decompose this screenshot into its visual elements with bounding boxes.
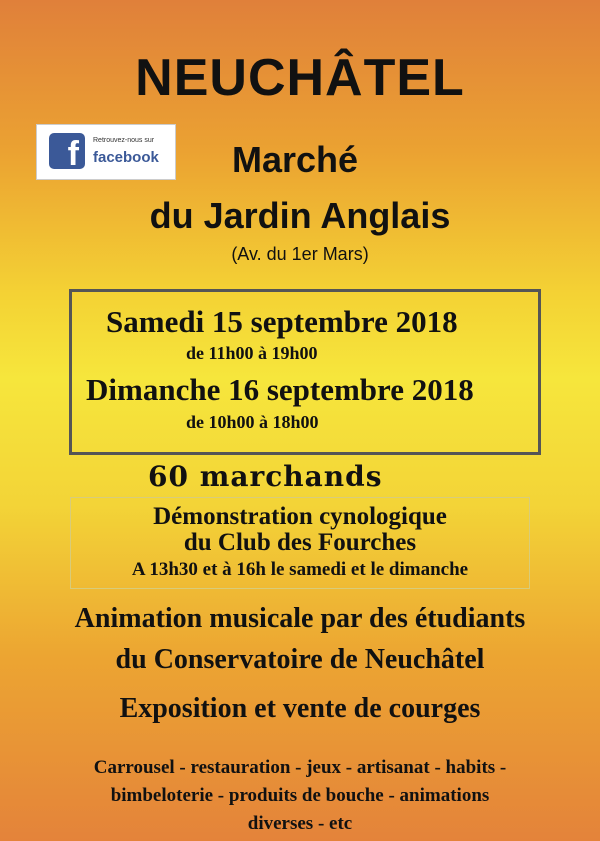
footer-line-1: Carrousel - restauration - jeux - artisanat - habits - <box>93 757 507 778</box>
facebook-badge-caption: Retrouvez-nous sur <box>93 137 155 144</box>
poster-title: NEUCHÂTEL <box>135 49 465 107</box>
footer-line-2: bimbeloterie - produits de bouche - animations <box>110 785 490 806</box>
subtitle-jardin: du Jardin Anglais <box>149 195 451 236</box>
facebook-badge-brand: facebook <box>93 149 159 166</box>
hours-sunday: de 10h00 à 18h00 <box>186 412 319 432</box>
hours-saturday: de 11h00 à 19h00 <box>186 343 318 363</box>
merchants-count: 60 marchands <box>148 460 383 493</box>
animation-line-2: du Conservatoire de Neuchâtel <box>115 644 485 675</box>
footer-line-3: diverses - etc <box>247 813 353 834</box>
date-sunday: Dimanche 16 septembre 2018 <box>86 372 474 407</box>
subtitle-marche: Marché <box>231 139 359 180</box>
animation-line-1: Animation musicale par des étudiants <box>74 603 526 634</box>
location-text: (Av. du 1er Mars) <box>231 244 369 264</box>
demonstration-club: du Club des Fourches <box>183 529 417 556</box>
exhibition-line: Exposition et vente de courges <box>119 693 481 724</box>
demonstration-schedule: A 13h30 et à 16h le samedi et le dimanche <box>131 559 469 580</box>
date-saturday: Samedi 15 septembre 2018 <box>106 304 458 339</box>
demonstration-title: Démonstration cynologique <box>153 503 447 530</box>
facebook-logo-icon: f <box>49 133 85 169</box>
facebook-badge[interactable] <box>36 124 176 180</box>
